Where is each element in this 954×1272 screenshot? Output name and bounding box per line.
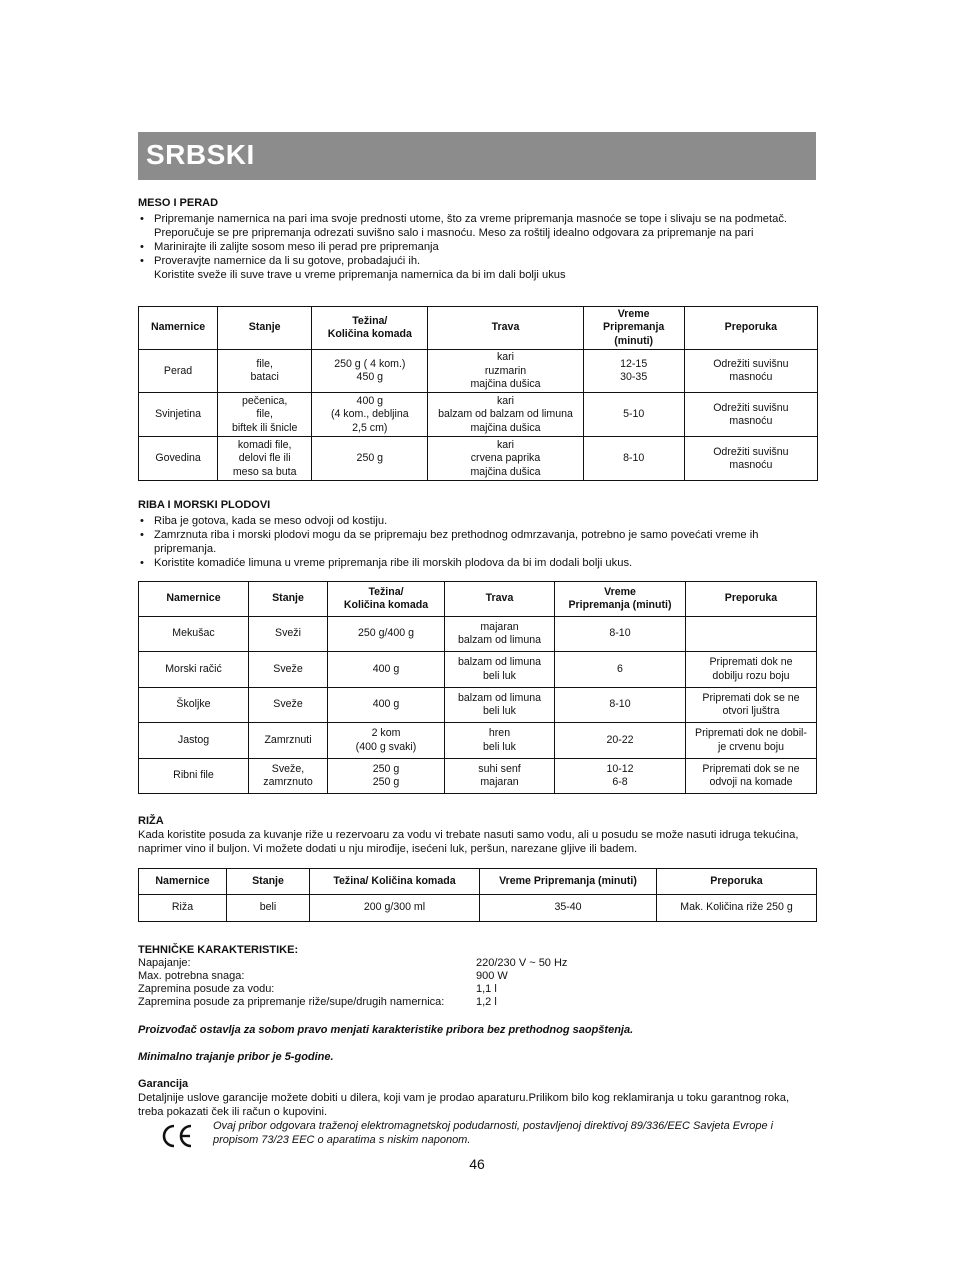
manufacturer-notice: Proizvođač ostavlja za sobom pravo menjati karakteristike pribora bez prethodnog saopštenja. xyxy=(138,1024,634,1036)
fish-table xyxy=(138,581,817,794)
table-row xyxy=(139,723,817,759)
warranty-title: Garancija xyxy=(138,1078,189,1090)
list-item: • Proveravjte namernice da li su gotove, probadajući ih. xyxy=(140,255,421,267)
language-banner xyxy=(138,132,816,180)
table-cell: 8-10 xyxy=(583,437,684,481)
meat-table xyxy=(138,306,818,481)
table-header: Stanje xyxy=(218,307,312,350)
fish-section xyxy=(138,499,816,570)
table-cell: Pripremati dok ne dobil- je crvenu boju xyxy=(686,723,817,759)
rice-table-wrap xyxy=(138,868,816,922)
table-cell: komadi file, delovi fle ili meso sa buta xyxy=(218,437,312,481)
table-cell: Jastog xyxy=(139,723,249,759)
table-cell: 250 g ( 4 kom.) 450 g xyxy=(312,350,428,393)
table-cell: 2 kom (400 g svaki) xyxy=(328,723,445,759)
table-header: Trava xyxy=(445,582,555,617)
meat-bullets xyxy=(138,212,816,268)
table-cell: 6 xyxy=(555,652,686,688)
spec-label: Max. potrebna snaga: xyxy=(138,970,245,982)
table-header: Težina/ Količina komada xyxy=(310,869,480,895)
table-cell: 35-40 xyxy=(480,895,657,922)
table-cell: majaran balzam od limuna xyxy=(445,617,555,652)
table-row xyxy=(139,688,817,723)
table-header: Stanje xyxy=(249,582,328,617)
table-cell: pečenica, file, biftek ili šnicle xyxy=(218,393,312,437)
table-cell: 8-10 xyxy=(555,688,686,723)
tech-section xyxy=(138,944,816,1009)
fish-title: RIBA I MORSKI PLODOVI xyxy=(138,499,271,511)
table-cell: Svinjetina xyxy=(139,393,218,437)
table-header: Namernice xyxy=(139,869,227,895)
lifetime-notice: Minimalno trajanje pribor je 5-godine. xyxy=(138,1051,334,1063)
table-cell: kari balzam od balzam od limuna majčina dušica xyxy=(428,393,583,437)
table-row xyxy=(139,652,817,688)
table-row xyxy=(139,617,817,652)
list-item: • Pripremanje namernica na pari ima svoje prednosti utome, što za vreme pripremanja masnoće se tope i slivaju se na podmetač. Preporučuje se pre pripremanja odrezati suvišno salo i masnoću. Meso za roštilj idealno odgovara za pripremanje na pari xyxy=(140,213,788,239)
spec-value: 220/230 V ~ 50 Hz xyxy=(476,957,568,969)
fish-table-wrap xyxy=(138,581,816,794)
table-cell: 400 g (4 kom., debljina 2,5 cm) xyxy=(312,393,428,437)
table-row xyxy=(139,895,817,922)
table-header: Vreme Pripremanja (minuti) xyxy=(583,307,684,350)
table-cell: 400 g xyxy=(328,652,445,688)
list-item: • Zamrznuta riba i morski plodovi mogu da se pripremaju bez prethodnog odmrzavanja, potrebno je samo povećati vreme ih pripremanja. xyxy=(140,529,759,555)
spec-value: 1,1 l xyxy=(476,983,497,995)
table-cell: 12-15 30-35 xyxy=(583,350,684,393)
table-header: Namernice xyxy=(139,307,218,350)
table-cell: file, bataci xyxy=(218,350,312,393)
table-cell: 8-10 xyxy=(555,617,686,652)
table-header: Namernice xyxy=(139,582,249,617)
table-header: Stanje xyxy=(227,869,310,895)
table-cell: Sveže, zamrznuto xyxy=(249,759,328,794)
table-cell: Odrežiti suvišnu masnoću xyxy=(684,393,817,437)
tech-title: TEHNIČKE KARAKTERISTIKE: xyxy=(138,944,299,956)
rice-title: RIŽA xyxy=(138,815,164,827)
table-header: Trava xyxy=(428,307,583,350)
table-cell: beli xyxy=(227,895,310,922)
page-title: SRBSKI xyxy=(146,139,255,170)
ce-row xyxy=(138,1119,816,1147)
table-cell: 400 g xyxy=(328,688,445,723)
table-header: Preporuka xyxy=(684,307,817,350)
list-item: • Riba je gotova, kada se meso odvoji od kostiju. xyxy=(140,515,388,527)
table-row xyxy=(139,350,818,393)
table-header: Težina/ Količina komada xyxy=(312,307,428,350)
table-cell: Školjke xyxy=(139,688,249,723)
table-cell: Mekušac xyxy=(139,617,249,652)
ce-text: Ovaj pribor odgovara traženoj elektromagnetskoj podudarnosti, postavljenoj direktivoj 89/336/EEC Savjeta Evrope i propisom 73/23 EEC o aparatima s niskim naponom. xyxy=(213,1120,774,1146)
list-item: • Marinirajte ili zalijte sosom meso ili perad pre pripremanja xyxy=(140,241,439,253)
table-header: Preporuka xyxy=(686,582,817,617)
table-cell: Ribni file xyxy=(139,759,249,794)
table-row xyxy=(139,437,818,481)
table-cell: Zamrznuti xyxy=(249,723,328,759)
table-cell: 5-10 xyxy=(583,393,684,437)
table-cell: hren beli luk xyxy=(445,723,555,759)
table-cell: Pripremati dok ne dobilju rozu boju xyxy=(686,652,817,688)
table-header: Preporuka xyxy=(657,869,817,895)
table-header: Vreme Pripremanja (minuti) xyxy=(555,582,686,617)
table-cell: kari crvena paprika majčina dušica xyxy=(428,437,583,481)
rice-table xyxy=(138,868,817,922)
table-cell: Sveže xyxy=(249,652,328,688)
table-cell: 20-22 xyxy=(555,723,686,759)
table-cell: balzam od limuna beli luk xyxy=(445,652,555,688)
spec-value: 900 W xyxy=(476,970,508,982)
table-cell: kari ruzmarin majčina dušica xyxy=(428,350,583,393)
table-cell: balzam od limuna beli luk xyxy=(445,688,555,723)
ce-mark-icon xyxy=(160,1123,194,1149)
table-cell: Morski račić xyxy=(139,652,249,688)
table-cell: Odrežiti suvišnu masnoću xyxy=(684,350,817,393)
warranty-section xyxy=(138,1078,816,1147)
table-header-row xyxy=(139,307,818,350)
spec-label: Zapremina posude za pripremanje riže/supe/drugih namernica: xyxy=(138,996,445,1008)
spec-label: Napajanje: xyxy=(138,957,191,969)
table-cell: Sveži xyxy=(249,617,328,652)
table-cell: Odrežiti suvišnu masnoću xyxy=(684,437,817,481)
spec-value: 1,2 l xyxy=(476,996,497,1008)
list-item: • Koristite komadiće limuna u vreme pripremanja ribe ili morskih plodova da bi im dodali bolji ukus. xyxy=(140,557,633,569)
meat-table-wrap xyxy=(138,306,818,481)
table-header: Težina/ Količina komada xyxy=(328,582,445,617)
table-cell: Mak. Količina riže 250 g xyxy=(657,895,817,922)
warranty-text: Detaljnije uslove garancije možete dobiti u dilera, koji vam je prodao aparaturu.Prilikom bilo kog reklamiranja u toku garantnog roka, treba pokazati ček ili račun o kupovini. xyxy=(138,1092,790,1118)
table-cell: 250 g/400 g xyxy=(328,617,445,652)
meat-section xyxy=(138,197,816,282)
table-cell: Pripremati dok se ne otvori ljuštra xyxy=(686,688,817,723)
table-cell: Riža xyxy=(139,895,227,922)
meat-title: MESO I PERAD xyxy=(138,197,219,209)
table-row xyxy=(139,759,817,794)
table-cell xyxy=(686,617,817,652)
table-cell: 250 g xyxy=(312,437,428,481)
table-cell: suhi senf majaran xyxy=(445,759,555,794)
spec-label: Zapremina posude za vodu: xyxy=(138,983,275,995)
table-header: Vreme Pripremanja (minuti) xyxy=(480,869,657,895)
table-row xyxy=(139,393,818,437)
page-number: 46 xyxy=(469,1156,485,1172)
table-cell: Perad xyxy=(139,350,218,393)
table-cell: Govedina xyxy=(139,437,218,481)
table-header-row xyxy=(139,582,817,617)
meat-extra-note: Koristite sveže ili suve trave u vreme pripremanja namernica da bi im dali bolji ukus xyxy=(154,269,566,281)
table-cell: 250 g 250 g xyxy=(328,759,445,794)
table-cell: 200 g/300 ml xyxy=(310,895,480,922)
table-header-row xyxy=(139,869,817,895)
rice-section xyxy=(138,815,816,856)
table-cell: Sveže xyxy=(249,688,328,723)
table-cell: Pripremati dok se ne odvoji na komade xyxy=(686,759,817,794)
fish-bullets xyxy=(138,514,816,570)
tech-specs xyxy=(138,957,816,1009)
rice-text: Kada koristite posuda za kuvanje riže u rezervoaru za vodu vi trebate nasuti samo vodu, ali u posudu se može nasuti idruga tekućina, naprimer vino il buljon. Vi možete dodati u nju mirođije, isećeni luk, peršun, narezane gljive ili badem. xyxy=(138,829,799,855)
table-cell: 10-12 6-8 xyxy=(555,759,686,794)
